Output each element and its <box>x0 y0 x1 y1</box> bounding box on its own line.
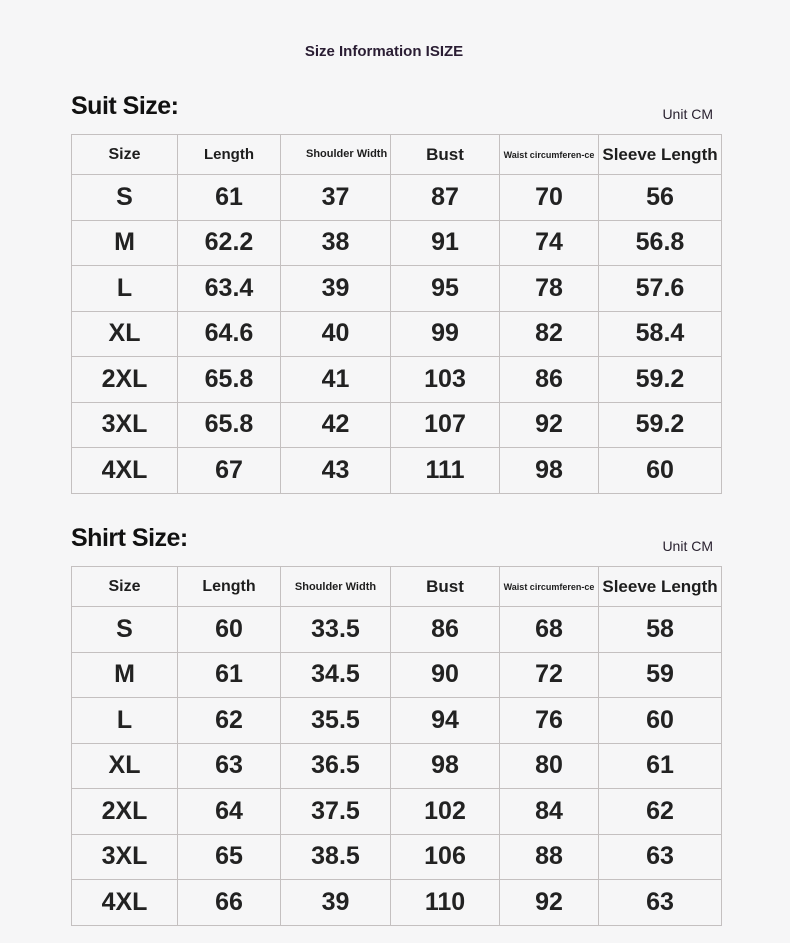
cell-sleeve-length: 58.4 <box>599 311 722 357</box>
cell-sleeve-length: 58 <box>599 607 722 653</box>
table-row <box>72 311 722 357</box>
cell-shoulder-width: 42 <box>281 402 391 448</box>
table-header-row <box>72 567 722 607</box>
cell-sleeve-length: 60 <box>599 448 722 494</box>
cell-waist: 80 <box>500 743 599 789</box>
cell-length: 61 <box>178 652 281 698</box>
shirt-unit-label: Unit CM <box>662 538 713 554</box>
suit-unit-label: Unit CM <box>662 106 713 122</box>
column-header-sleeve-length: Sleeve Length <box>599 567 722 607</box>
cell-shoulder-width: 35.5 <box>281 698 391 744</box>
column-header-waist: Waist circumferen-ce <box>500 135 599 175</box>
table-row <box>72 266 722 312</box>
cell-bust: 103 <box>391 357 500 403</box>
table-row <box>72 402 722 448</box>
column-header-size: Size <box>72 567 178 607</box>
table-row <box>72 607 722 653</box>
cell-length: 66 <box>178 880 281 926</box>
column-header-waist: Waist circumferen-ce <box>500 567 599 607</box>
cell-sleeve-length: 56 <box>599 175 722 221</box>
table-row <box>72 834 722 880</box>
table-row <box>72 880 722 926</box>
cell-size: 3XL <box>72 402 178 448</box>
suit-size-table <box>71 134 722 494</box>
cell-sleeve-length: 63 <box>599 880 722 926</box>
table-row <box>72 357 722 403</box>
cell-shoulder-width: 37 <box>281 175 391 221</box>
cell-length: 64 <box>178 789 281 835</box>
column-header-length: Length <box>178 135 281 175</box>
cell-bust: 111 <box>391 448 500 494</box>
cell-sleeve-length: 57.6 <box>599 266 722 312</box>
cell-bust: 110 <box>391 880 500 926</box>
table-row <box>72 789 722 835</box>
cell-shoulder-width: 39 <box>281 880 391 926</box>
cell-shoulder-width: 36.5 <box>281 743 391 789</box>
cell-bust: 87 <box>391 175 500 221</box>
cell-length: 65 <box>178 834 281 880</box>
cell-size: M <box>72 220 178 266</box>
cell-bust: 94 <box>391 698 500 744</box>
cell-bust: 99 <box>391 311 500 357</box>
table-row <box>72 175 722 221</box>
cell-size: 4XL <box>72 880 178 926</box>
cell-size: 3XL <box>72 834 178 880</box>
cell-shoulder-width: 43 <box>281 448 391 494</box>
cell-shoulder-width: 39 <box>281 266 391 312</box>
cell-sleeve-length: 59.2 <box>599 357 722 403</box>
cell-bust: 91 <box>391 220 500 266</box>
cell-size: 2XL <box>72 789 178 835</box>
cell-waist: 98 <box>500 448 599 494</box>
cell-length: 60 <box>178 607 281 653</box>
cell-length: 63.4 <box>178 266 281 312</box>
column-header-shoulder-width: Shoulder Width <box>281 135 391 175</box>
table-row <box>72 652 722 698</box>
shirt-section-title: Shirt Size: <box>71 524 188 552</box>
cell-bust: 107 <box>391 402 500 448</box>
suit-section-header <box>71 92 721 134</box>
cell-sleeve-length: 63 <box>599 834 722 880</box>
cell-size: XL <box>72 311 178 357</box>
cell-length: 64.6 <box>178 311 281 357</box>
page-title: Size Information ISIZE <box>304 43 464 60</box>
cell-shoulder-width: 33.5 <box>281 607 391 653</box>
table-row <box>72 448 722 494</box>
column-header-shoulder-width: Shoulder Width <box>281 567 391 607</box>
cell-waist: 78 <box>500 266 599 312</box>
cell-length: 63 <box>178 743 281 789</box>
suit-section-title: Suit Size: <box>71 92 179 120</box>
cell-waist: 72 <box>500 652 599 698</box>
column-header-length: Length <box>178 567 281 607</box>
table-row <box>72 743 722 789</box>
cell-waist: 92 <box>500 880 599 926</box>
cell-shoulder-width: 37.5 <box>281 789 391 835</box>
cell-sleeve-length: 59 <box>599 652 722 698</box>
table-row <box>72 698 722 744</box>
cell-waist: 84 <box>500 789 599 835</box>
cell-waist: 70 <box>500 175 599 221</box>
cell-shoulder-width: 38.5 <box>281 834 391 880</box>
cell-size: S <box>72 607 178 653</box>
shirt-size-section <box>71 524 721 926</box>
cell-sleeve-length: 59.2 <box>599 402 722 448</box>
cell-size: 4XL <box>72 448 178 494</box>
cell-shoulder-width: 40 <box>281 311 391 357</box>
cell-sleeve-length: 56.8 <box>599 220 722 266</box>
cell-bust: 98 <box>391 743 500 789</box>
cell-length: 65.8 <box>178 402 281 448</box>
column-header-bust: Bust <box>391 135 500 175</box>
table-header-row <box>72 135 722 175</box>
cell-length: 65.8 <box>178 357 281 403</box>
cell-waist: 68 <box>500 607 599 653</box>
cell-sleeve-length: 62 <box>599 789 722 835</box>
cell-bust: 106 <box>391 834 500 880</box>
cell-size: L <box>72 266 178 312</box>
cell-shoulder-width: 34.5 <box>281 652 391 698</box>
table-row <box>72 220 722 266</box>
cell-waist: 92 <box>500 402 599 448</box>
column-header-sleeve-length: Sleeve Length <box>599 135 722 175</box>
cell-size: L <box>72 698 178 744</box>
suit-size-section <box>71 92 721 494</box>
cell-waist: 86 <box>500 357 599 403</box>
cell-waist: 74 <box>500 220 599 266</box>
cell-length: 61 <box>178 175 281 221</box>
cell-bust: 102 <box>391 789 500 835</box>
column-header-bust: Bust <box>391 567 500 607</box>
cell-length: 67 <box>178 448 281 494</box>
cell-size: S <box>72 175 178 221</box>
cell-shoulder-width: 41 <box>281 357 391 403</box>
cell-waist: 76 <box>500 698 599 744</box>
cell-length: 62.2 <box>178 220 281 266</box>
column-header-size: Size <box>72 135 178 175</box>
cell-length: 62 <box>178 698 281 744</box>
cell-shoulder-width: 38 <box>281 220 391 266</box>
cell-waist: 88 <box>500 834 599 880</box>
cell-bust: 86 <box>391 607 500 653</box>
cell-size: XL <box>72 743 178 789</box>
cell-bust: 95 <box>391 266 500 312</box>
cell-sleeve-length: 60 <box>599 698 722 744</box>
cell-size: 2XL <box>72 357 178 403</box>
cell-waist: 82 <box>500 311 599 357</box>
cell-bust: 90 <box>391 652 500 698</box>
shirt-size-table <box>71 566 722 926</box>
cell-size: M <box>72 652 178 698</box>
shirt-section-header <box>71 524 721 566</box>
cell-sleeve-length: 61 <box>599 743 722 789</box>
